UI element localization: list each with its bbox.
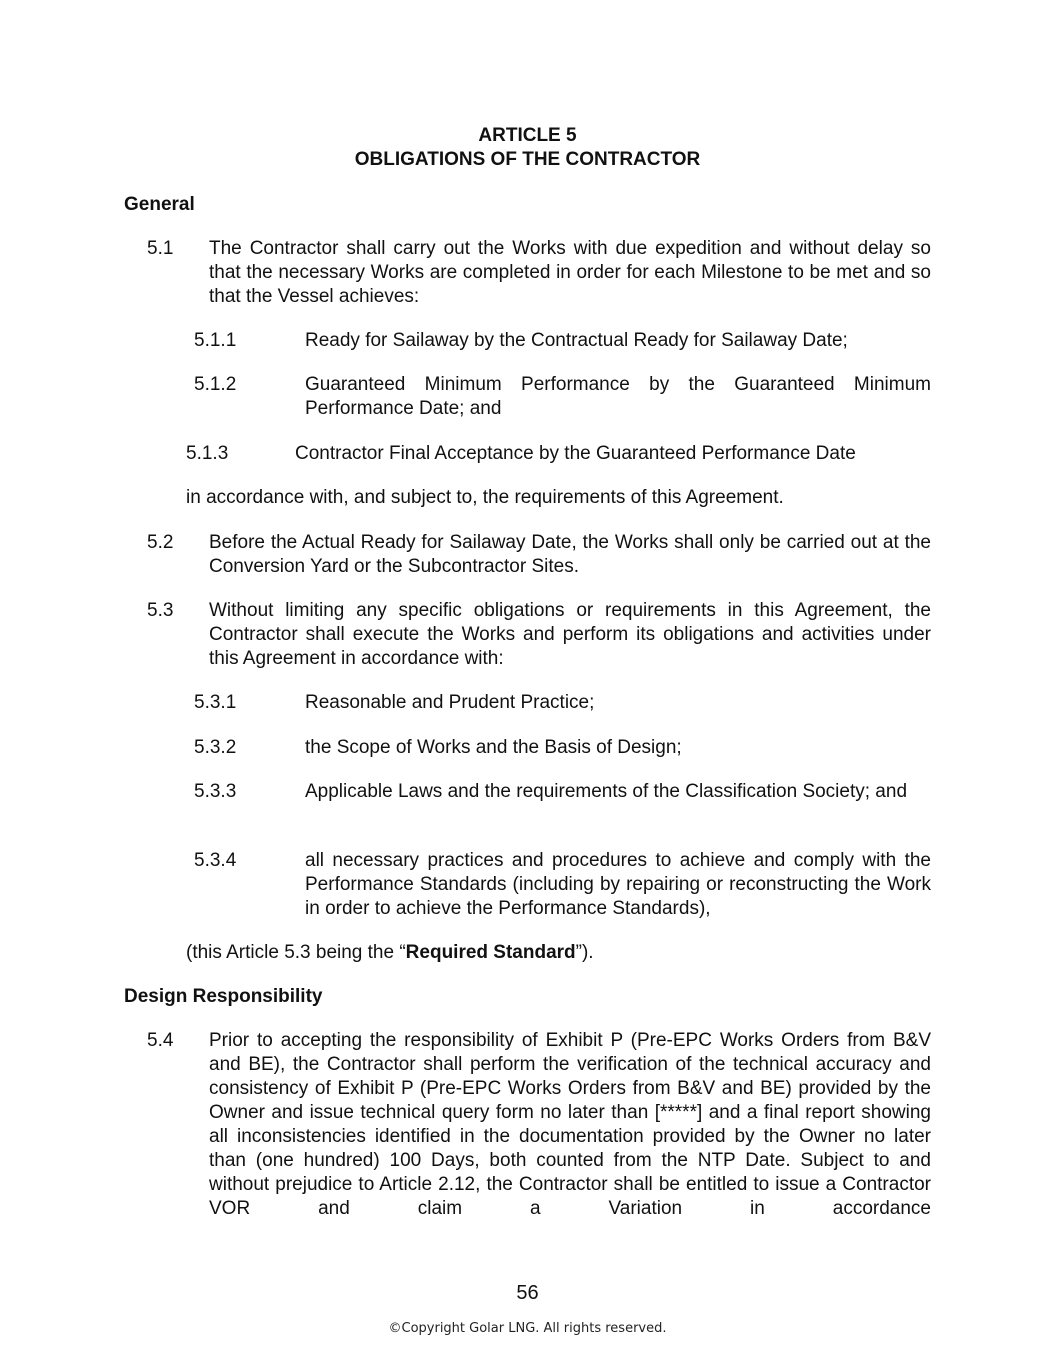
defined-term-required-standard: Required Standard [405,942,576,963]
clause-text: the Scope of Works and the Basis of Design; [305,737,682,758]
clause-text: Prior to accepting the responsibility of Exhibit P (Pre-EPC Works Orders from B&V and BE), the Contractor shall perform the verification of the technical accuracy and consistency of Exhibit P (Pre-EPC Works Orders from B&V and BE) provided by the Owner and issue technical query form no later than [*****] and a final report showing all inconsistencies identified in the documentation provided by the Owner no later than (one hundred) 100 Days, both counted from the NTP Date. Subject to and without prejudice to Article 2.12, the Contractor shall be entitled to issue a Contractor VOR and claim a Variation in accordance [209,1030,931,1219]
clause-5-1-tail: in accordance with, and subject to, the requirements of this Agreement. [186,487,784,508]
clause-text: Ready for Sailaway by the Contractual Ready for Sailaway Date; [305,330,848,351]
clause-number: 5.1.2 [194,374,237,395]
clause-text: Reasonable and Prudent Practice; [305,692,595,713]
copyright-footer: ©Copyright Golar LNG. All rights reserved. [388,1321,667,1336]
tail-text-before: (this Article 5.3 being the “ [186,942,406,963]
section-heading-general: General [124,194,195,215]
article-number: ARTICLE 5 [478,125,577,146]
article-title: OBLIGATIONS OF THE CONTRACTOR [354,149,701,170]
clause-text: Applicable Laws and the requirements of the Classification Society; and [305,781,908,802]
clause-text: Before the Actual Ready for Sailaway Date, the Works shall only be carried out at the Conversion Yard or the Subcontractor Sites. [209,532,931,577]
clause-5-3-tail [186,941,931,965]
clause-number: 5.3.1 [194,692,237,713]
page-number: 56 [516,1282,539,1304]
clause-text: The Contractor shall carry out the Works with due expedition and without delay so that the necessary Works are completed in order for each Milestone to be met and so that the Vessel achieves: [209,238,931,307]
clause-number: 5.3.2 [194,737,237,758]
clause-number: 5.1 [147,238,174,259]
clause-number: 5.3 [147,600,174,621]
clause-number: 5.4 [147,1030,174,1051]
clause-text: Without limiting any specific obligations or requirements in this Agreement, the Contractor shall execute the Works and perform its obligations and activities under this Agreement in accordance with: [209,600,931,669]
clause-number: 5.3.3 [194,781,237,802]
clause-number: 5.1.3 [186,443,229,464]
tail-text-after: ”). [575,942,594,963]
clause-text: Contractor Final Acceptance by the Guaranteed Performance Date [295,443,856,464]
section-heading-design: Design Responsibility [124,986,323,1007]
clause-text: Guaranteed Minimum Performance by the Guaranteed Minimum Performance Date; and [305,374,931,419]
clause-number: 5.3.4 [194,850,237,871]
clause-number: 5.1.1 [194,330,237,351]
clause-text: all necessary practices and procedures to achieve and comply with the Performance Standards (including by repairing or reconstructing the Work in order to achieve the Performance Standards), [305,850,931,919]
clause-number: 5.2 [147,532,174,553]
